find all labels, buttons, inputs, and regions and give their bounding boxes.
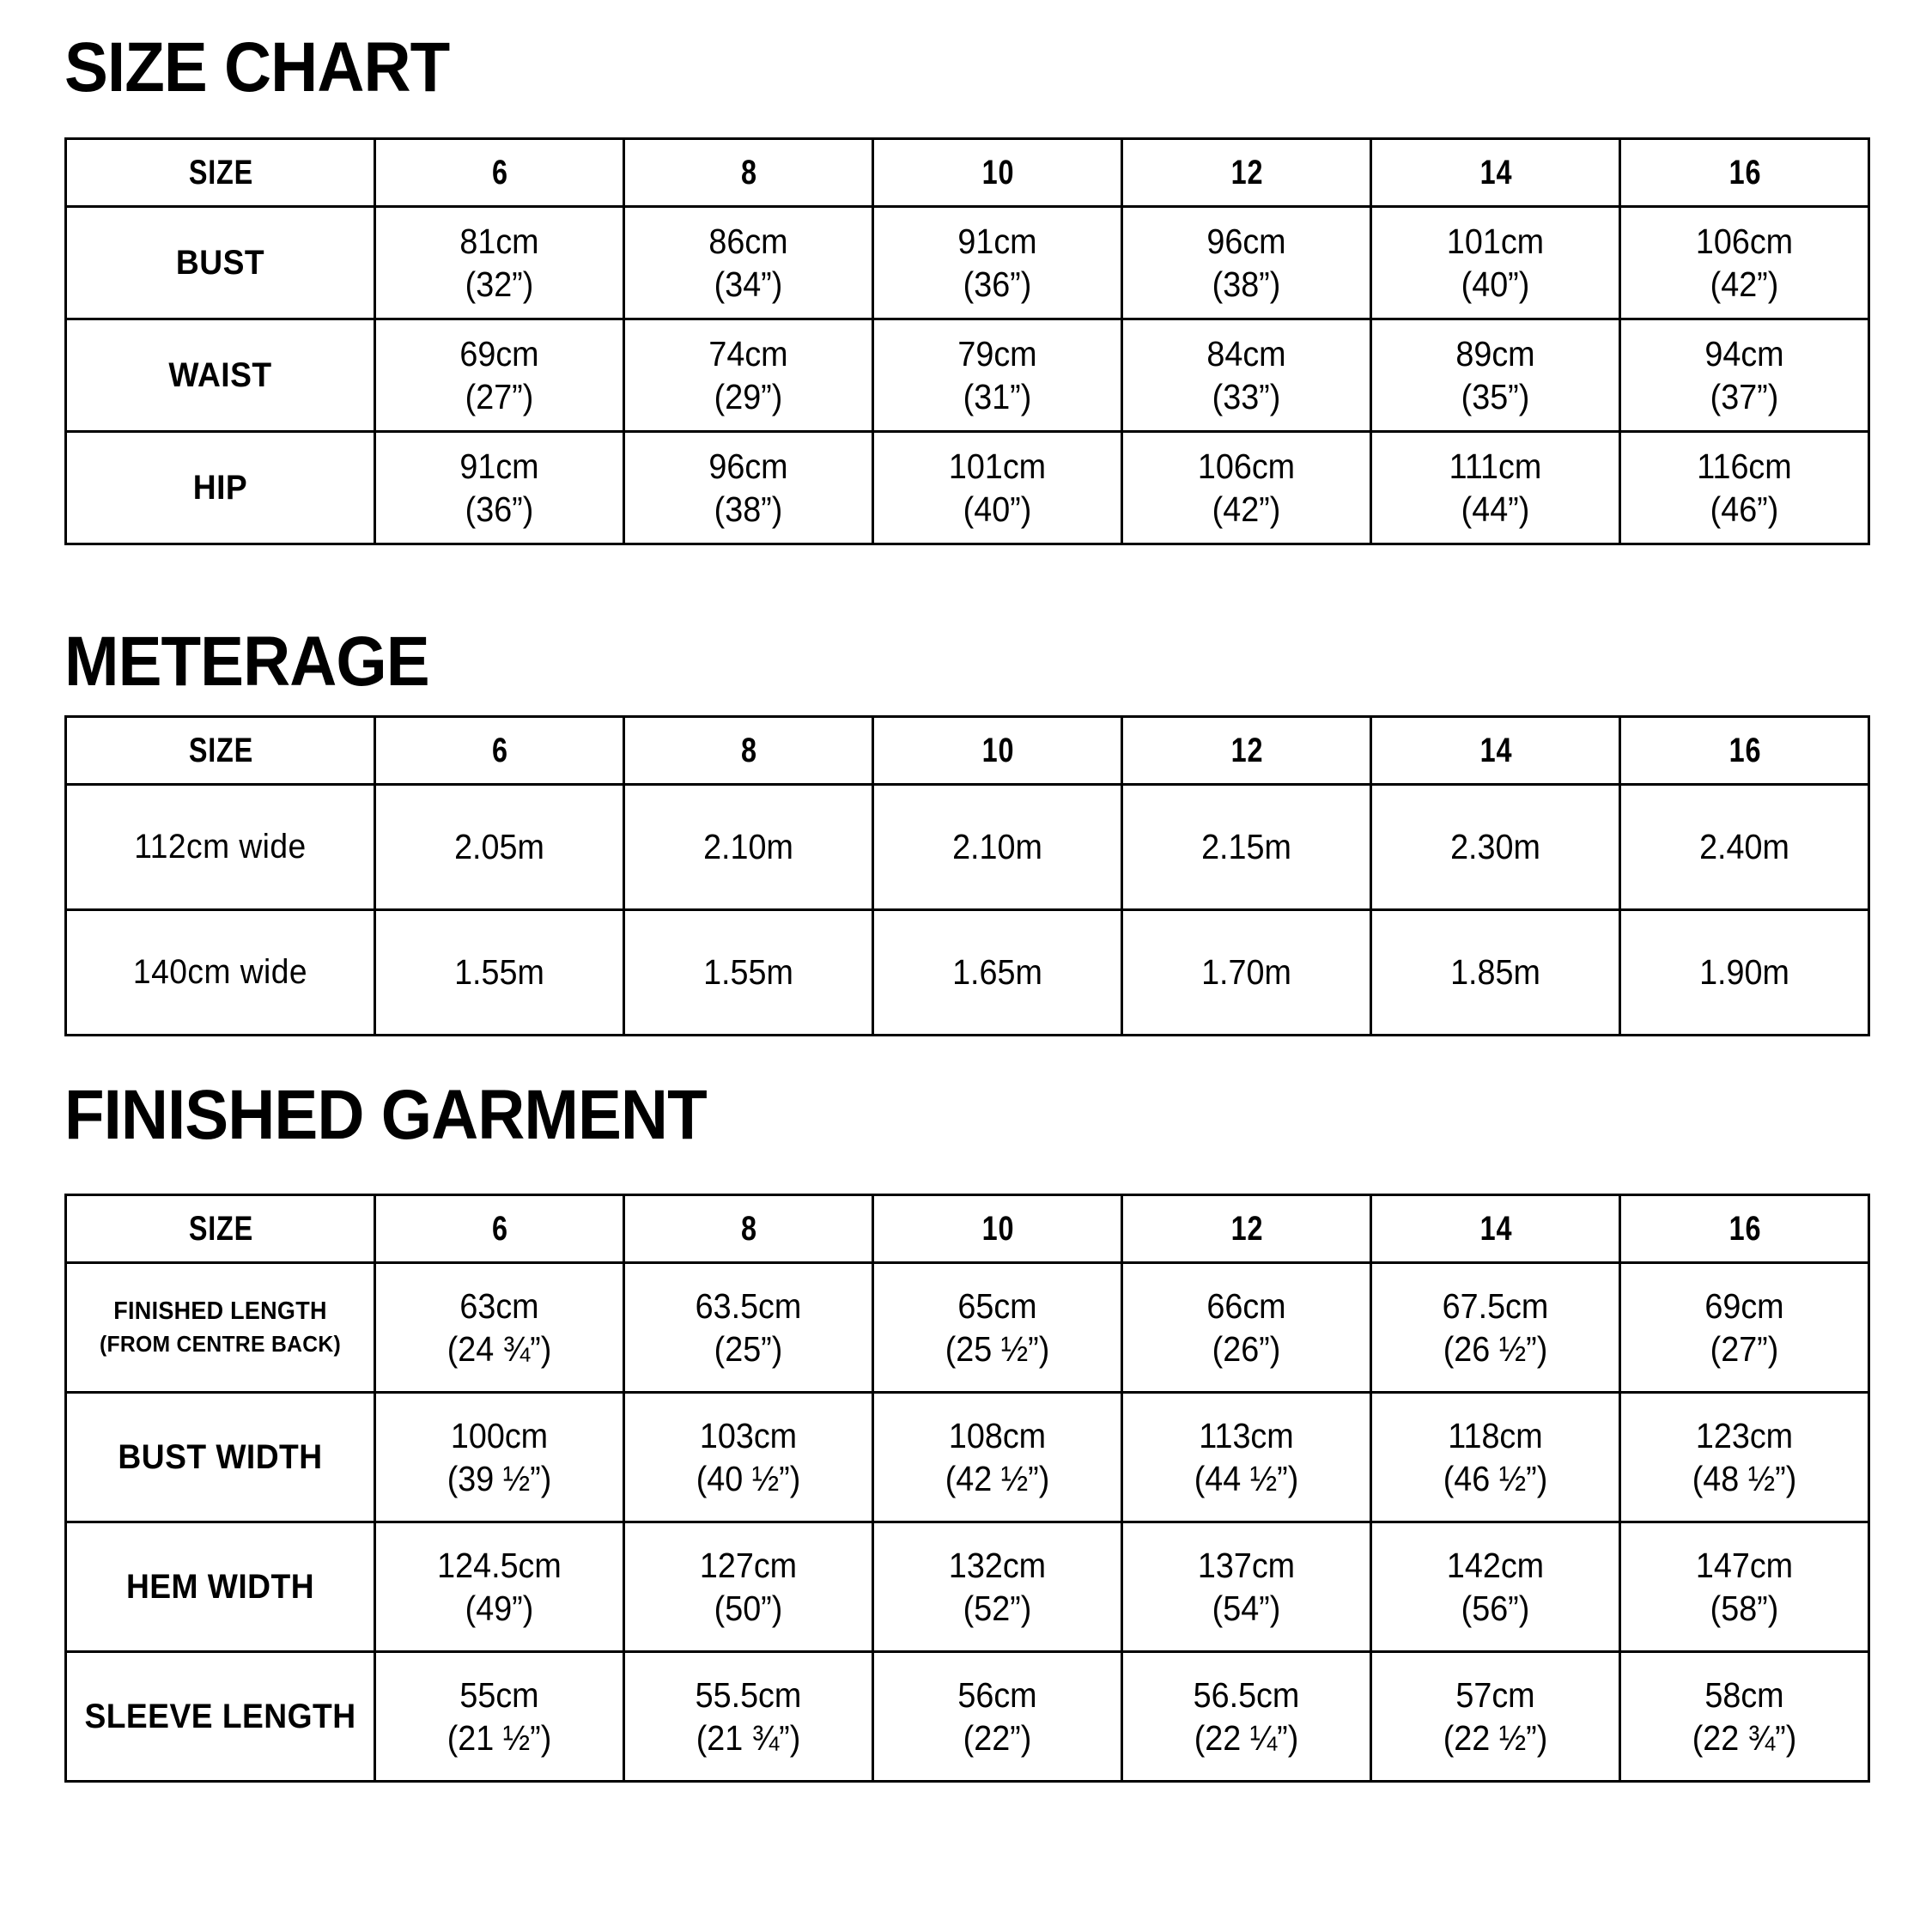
cell-140cm-10: 1.65m (873, 910, 1122, 1036)
cell-sleeve-length-10: 56cm (22”) (873, 1652, 1122, 1782)
row-label-140cm-wide: 140cm wide (66, 910, 375, 1036)
cell-140cm-14: 1.85m (1371, 910, 1620, 1036)
cell-bust-width-8: 103cm (40 ½”) (624, 1393, 873, 1522)
cell-hip-14: 111cm (44”) (1371, 432, 1620, 544)
section-title-size-chart: SIZE CHART (64, 28, 450, 106)
cell-bust-width-10: 108cm (42 ½”) (873, 1393, 1122, 1522)
row-label-bust: BUST (66, 207, 375, 319)
cell-sleeve-length-6: 55cm (21 ½”) (375, 1652, 624, 1782)
column-header-size-16: 16 (1632, 717, 1856, 785)
cell-bust-16: 106cm (42”) (1620, 207, 1869, 319)
column-header-size: SIZE (82, 1195, 360, 1263)
section-title-finished-garment: FINISHED GARMENT (64, 1076, 707, 1154)
table-row (66, 1522, 1869, 1652)
section-title-meterage: METERAGE (64, 623, 429, 701)
cell-hip-6: 91cm (36”) (375, 432, 624, 544)
cell-140cm-12: 1.70m (1122, 910, 1371, 1036)
row-label-sleeve-length: SLEEVE LENGTH (66, 1652, 375, 1782)
row-label-112cm-wide: 112cm wide (66, 785, 375, 910)
table-header-row (66, 717, 1869, 785)
column-header-size-6: 6 (387, 717, 611, 785)
row-label-bust-width: BUST WIDTH (66, 1393, 375, 1522)
cell-sleeve-length-14: 57cm (22 ½”) (1371, 1652, 1620, 1782)
cell-112cm-12: 2.15m (1122, 785, 1371, 910)
cell-bust-10: 91cm (36”) (873, 207, 1122, 319)
column-header-size-16: 16 (1632, 139, 1856, 207)
column-header-size: SIZE (82, 139, 360, 207)
row-label-hip: HIP (66, 432, 375, 544)
cell-112cm-8: 2.10m (624, 785, 873, 910)
table-header-row (66, 139, 1869, 207)
column-header-size-12: 12 (1134, 139, 1358, 207)
cell-hem-width-12: 137cm (54”) (1122, 1522, 1371, 1652)
table-row (66, 319, 1869, 432)
cell-hip-12: 106cm (42”) (1122, 432, 1371, 544)
cell-hem-width-10: 132cm (52”) (873, 1522, 1122, 1652)
cell-112cm-16: 2.40m (1620, 785, 1869, 910)
cell-bust-6: 81cm (32”) (375, 207, 624, 319)
cell-hem-width-16: 147cm (58”) (1620, 1522, 1869, 1652)
table-row (66, 1263, 1869, 1393)
table-header-row (66, 1195, 1869, 1263)
cell-bust-width-6: 100cm (39 ½”) (375, 1393, 624, 1522)
cell-sleeve-length-16: 58cm (22 ¾”) (1620, 1652, 1869, 1782)
column-header-size-8: 8 (636, 139, 860, 207)
cell-112cm-6: 2.05m (375, 785, 624, 910)
column-header-size-6: 6 (387, 139, 611, 207)
cell-waist-10: 79cm (31”) (873, 319, 1122, 432)
cell-waist-14: 89cm (35”) (1371, 319, 1620, 432)
cell-112cm-14: 2.30m (1371, 785, 1620, 910)
cell-finished-length-10: 65cm (25 ½”) (873, 1263, 1122, 1393)
cell-112cm-10: 2.10m (873, 785, 1122, 910)
row-label-finished-length: FINISHED LENGTH (FROM CENTRE BACK) (66, 1263, 375, 1393)
cell-waist-12: 84cm (33”) (1122, 319, 1371, 432)
column-header-size-8: 8 (636, 717, 860, 785)
cell-waist-16: 94cm (37”) (1620, 319, 1869, 432)
cell-bust-14: 101cm (40”) (1371, 207, 1620, 319)
column-header-size-10: 10 (885, 1195, 1109, 1263)
column-header-size-8: 8 (636, 1195, 860, 1263)
column-header-size-12: 12 (1134, 717, 1358, 785)
column-header-size-14: 14 (1383, 139, 1607, 207)
cell-finished-length-12: 66cm (26”) (1122, 1263, 1371, 1393)
cell-bust-width-16: 123cm (48 ½”) (1620, 1393, 1869, 1522)
cell-finished-length-8: 63.5cm (25”) (624, 1263, 873, 1393)
cell-hip-16: 116cm (46”) (1620, 432, 1869, 544)
table-row (66, 207, 1869, 319)
column-header-size-16: 16 (1632, 1195, 1856, 1263)
cell-hem-width-14: 142cm (56”) (1371, 1522, 1620, 1652)
cell-hem-width-8: 127cm (50”) (624, 1522, 873, 1652)
column-header-size: SIZE (82, 717, 360, 785)
cell-bust-12: 96cm (38”) (1122, 207, 1371, 319)
column-header-size-14: 14 (1383, 1195, 1607, 1263)
cell-bust-width-14: 118cm (46 ½”) (1371, 1393, 1620, 1522)
cell-140cm-8: 1.55m (624, 910, 873, 1036)
cell-hem-width-6: 124.5cm (49”) (375, 1522, 624, 1652)
cell-finished-length-14: 67.5cm (26 ½”) (1371, 1263, 1620, 1393)
meterage-table (64, 715, 1870, 1036)
row-label-hem-width: HEM WIDTH (66, 1522, 375, 1652)
cell-bust-8: 86cm (34”) (624, 207, 873, 319)
cell-hip-10: 101cm (40”) (873, 432, 1122, 544)
cell-finished-length-16: 69cm (27”) (1620, 1263, 1869, 1393)
column-header-size-10: 10 (885, 717, 1109, 785)
column-header-size-14: 14 (1383, 717, 1607, 785)
cell-140cm-16: 1.90m (1620, 910, 1869, 1036)
cell-waist-6: 69cm (27”) (375, 319, 624, 432)
cell-bust-width-12: 113cm (44 ½”) (1122, 1393, 1371, 1522)
table-row (66, 910, 1869, 1036)
table-row (66, 785, 1869, 910)
cell-140cm-6: 1.55m (375, 910, 624, 1036)
cell-waist-8: 74cm (29”) (624, 319, 873, 432)
finished-garment-table (64, 1194, 1870, 1783)
table-row (66, 432, 1869, 544)
cell-sleeve-length-12: 56.5cm (22 ¼”) (1122, 1652, 1371, 1782)
column-header-size-6: 6 (387, 1195, 611, 1263)
column-header-size-10: 10 (885, 139, 1109, 207)
cell-finished-length-6: 63cm (24 ¾”) (375, 1263, 624, 1393)
size-chart-table (64, 137, 1870, 545)
cell-hip-8: 96cm (38”) (624, 432, 873, 544)
cell-sleeve-length-8: 55.5cm (21 ¾”) (624, 1652, 873, 1782)
column-header-size-12: 12 (1134, 1195, 1358, 1263)
table-row (66, 1652, 1869, 1782)
table-row (66, 1393, 1869, 1522)
row-label-waist: WAIST (66, 319, 375, 432)
